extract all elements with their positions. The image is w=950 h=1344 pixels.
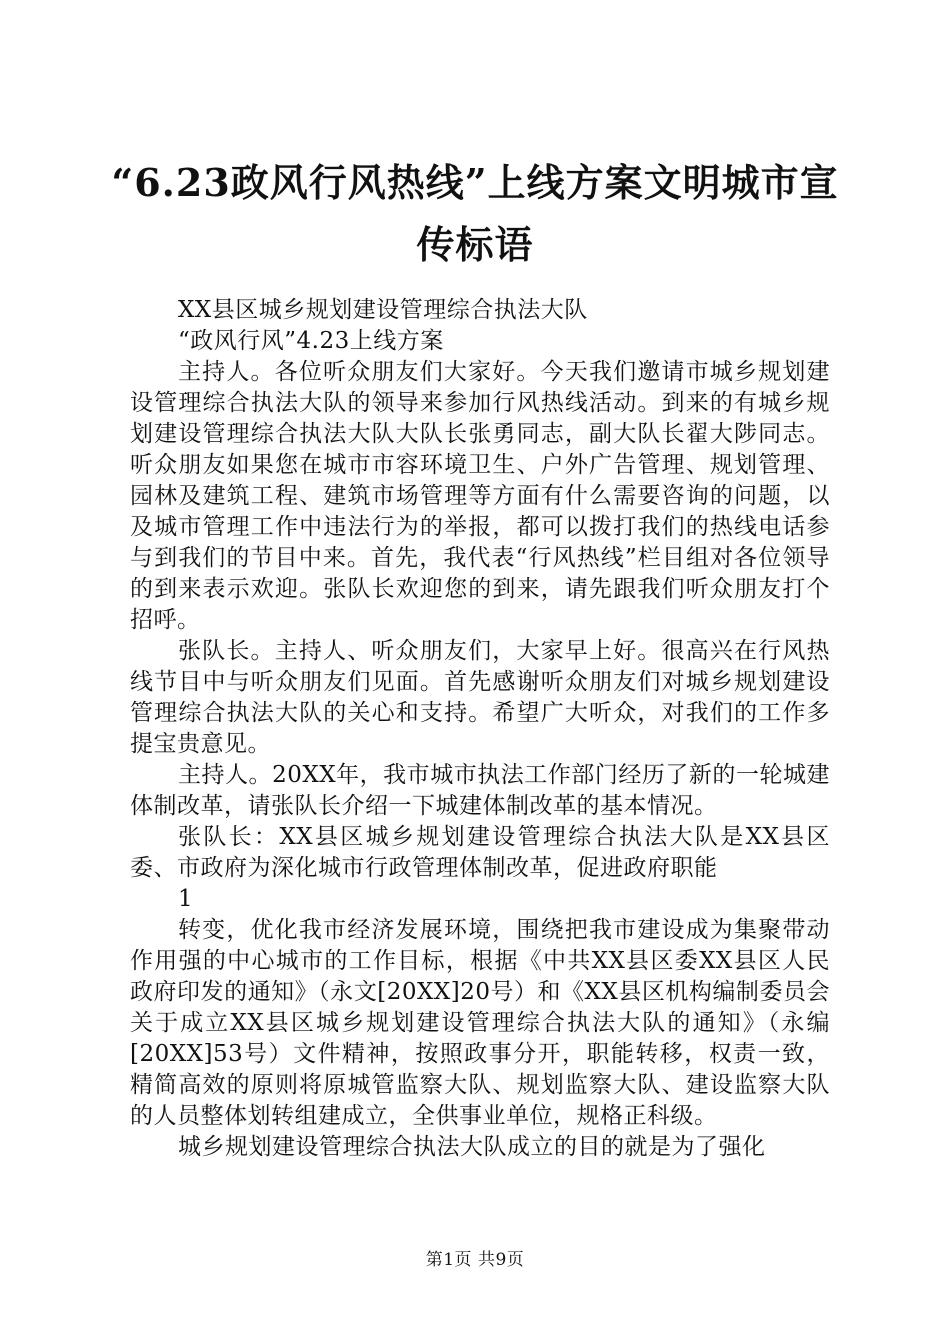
paragraph: 转变，优化我市经济发展环境，围绕把我市建设成为集聚带动作用强的中心城市的工作目标，根据《中共XX县区委XX县区人民政府印发的通知》（永文[20XX]20号）和《XX县区机构编制委员会关于成立XX县区城乡规划建设管理综合执法大队的通知》（永编[20XX]53号）文件精神，按照政事分开，职能转移，权责一致，精简高效的原则将原城管监察大队、规划监察大队、建设监察大队的人员整体划转组建成立，全供事业单位，规格正科级。 [130,917,830,1129]
paragraph: 张队长：XX县区城乡规划建设管理综合执法大队是XX县区委、市政府为深化城市行政管理体制改革，促进政府职能 [130,824,830,881]
paragraph: 城乡规划建设管理综合执法大队成立的目的就是为了强化 [178,1134,766,1160]
page-marker: 1 [178,886,194,912]
subtitle-line: “政风行风”4.23上线方案 [178,328,444,354]
paragraph: 主持人。20XX年，我市城市执法工作部门经历了新的一轮城建体制改革，请张队长介绍一下城建体制改革的基本情况。 [130,762,830,819]
org-line: XX县区城乡规划建设管理综合执法大队 [178,297,588,323]
page-footer: 第1页 共9页 [425,1250,525,1270]
paragraph: 张队长。主持人、听众朋友们，大家早上好。很高兴在行风热线节目中与听众朋友们见面。首先感谢听众朋友们对城乡规划建设管理综合执法大队的关心和支持。希望广大听众，对我们的工作多提宝贵意见。 [130,638,830,757]
paragraph: 主持人。各位听众朋友们大家好。今天我们邀请市城乡规划建设管理综合执法大队的领导来参加行风热线活动。到来的有城乡规划建设管理综合执法大队大队长张勇同志，副大队长翟大陟同志。听众朋友如果您在城市市容环境卫生、户外广告管理、规划管理、园林及建筑工程、建筑市场管理等方面有什么需要咨询的问题，以及城市管理工作中违法行为的举报，都可以拨打我们的热线电话参与到我们的节目中来。首先，我代表“行风热线”栏目组对各位领导的到来表示欢迎。张队长欢迎您的到来，请先跟我们听众朋友打个招呼。 [130,359,830,633]
document-title: “6.23政风行风热线”上线方案文明城市宣传标语 [111,160,839,267]
document-body [130,295,830,1163]
